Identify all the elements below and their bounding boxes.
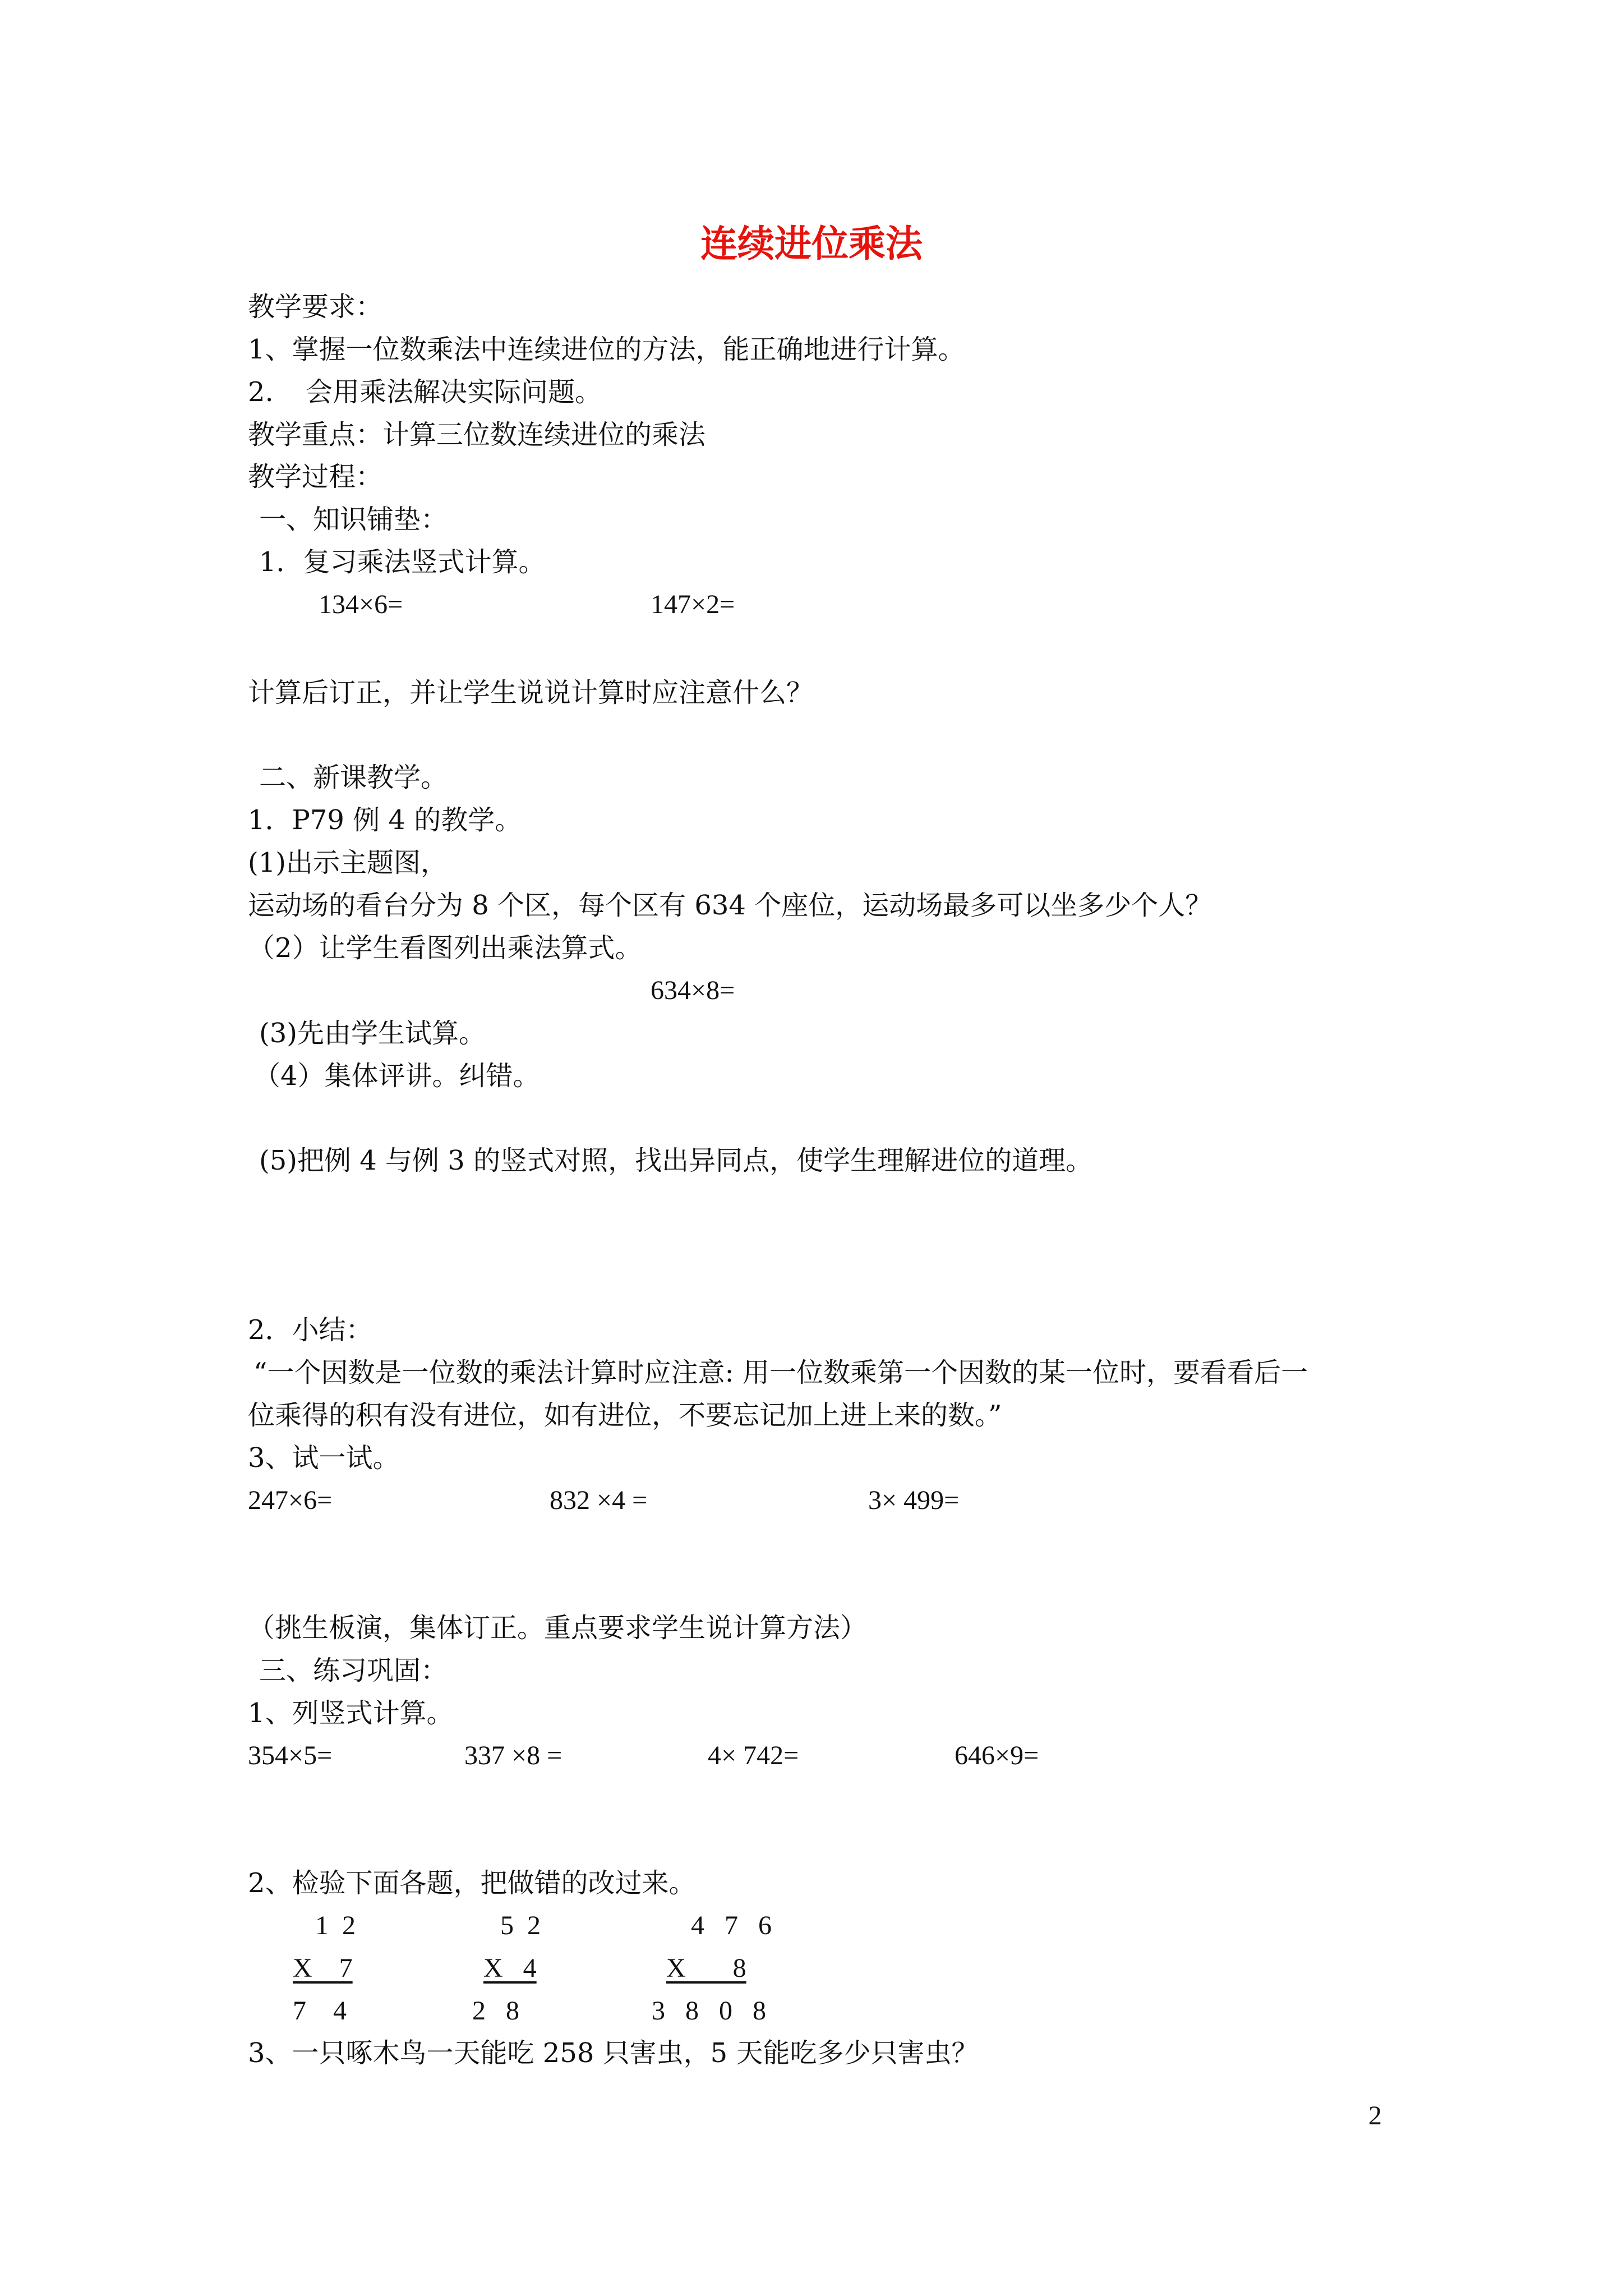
vertical-1-result: 7 4 [293,1996,347,2026]
part2-item-1: 1．P79 例 4 的教学。 [248,804,522,836]
ex-646x9: 646×9= [955,1741,1039,1770]
vertical-2-result: 2 8 [472,1996,519,2026]
part2-heading: 二、新课教学。 [259,762,448,793]
try-3x499: 3× 499= [868,1485,960,1515]
summary-line-2: 位乘得的积有没有进位，如有进位，不要忘记加上进上来的数。” [248,1400,1002,1431]
part3-heading: 三、练习巩固： [259,1655,448,1686]
try-note: （挑生板演，集体订正。重点要求学生说计算方法） [248,1612,868,1644]
vertical-1-multiplier: X 7 [293,1953,353,1983]
try-832x4: 832 ×4 = [550,1485,648,1515]
summary-line-1: “一个因数是一位数的乘法计算时应注意: 用一位数乘第一个因数的某一位时，要看看后一 [253,1357,1308,1388]
equation-634x8: 634×8= [651,976,735,1005]
part2-problem: 运动场的看台分为 8 个区，每个区有 634 个座位，运动场最多可以坐多少个人？ [248,890,1212,921]
exercise-134x6: 134×6= [319,590,403,619]
requirements-heading: 教学要求： [248,291,383,323]
vertical-1-top: 1 2 [315,1911,356,1940]
try-247x6: 247×6= [248,1485,333,1515]
vertical-3-result: 3 8 0 8 [652,1996,766,2026]
ex-4x742: 4× 742= [708,1741,799,1770]
ex-337x8: 337 ×8 = [464,1741,562,1770]
requirement-item-2-text: 会用乘法解决实际问题。 [306,376,602,408]
process-heading: 教学过程： [248,461,383,493]
part2-step-2: （2）让学生看图列出乘法算式。 [248,932,642,964]
part2-step-4: （4）集体评讲。纠错。 [253,1060,540,1092]
part3-item-1: 1、列竖式计算。 [248,1697,454,1729]
ex-354x5: 354×5= [248,1741,333,1770]
page-number: 2 [1368,2101,1382,2131]
requirement-item-1: 1、掌握一位数乘法中连续进位的方法，能正确地进行计算。 [248,334,965,365]
vertical-2-multiplier: X 4 [483,1953,537,1983]
part1-heading: 一、知识铺垫： [259,504,448,535]
exercise-147x2: 147×2= [651,590,735,619]
part2-step-3: (3)先由学生试算。 [259,1018,486,1049]
part1-item-1: 1．复习乘法竖式计算。 [259,546,546,578]
part3-item-2: 2、检验下面各题，把做错的改过来。 [248,1867,696,1899]
vertical-3-top: 4 7 6 [691,1911,772,1940]
vertical-3-multiplier: X 8 [666,1953,746,1983]
summary-heading: 2．小结： [248,1314,373,1346]
part3-item-3: 3、一只啄木鸟一天能吃 258 只害虫，5 天能吃多少只害虫？ [248,2037,979,2069]
part2-step-1: (1)出示主题图， [248,847,448,878]
key-point: 教学重点：计算三位数连续进位的乘法 [248,419,706,450]
vertical-2-top: 5 2 [500,1911,541,1940]
part2-step-5: (5)把例 4 与例 3 的竖式对照，找出异同点，使学生理解进位的道理。 [259,1145,1093,1176]
page-title: 连续进位乘法 [700,222,923,265]
part1-note: 计算后订正，并让学生说说计算时应注意什么？ [248,677,814,708]
try-heading: 3、试一试。 [248,1442,400,1474]
requirement-item-2-number: 2. [248,376,274,408]
